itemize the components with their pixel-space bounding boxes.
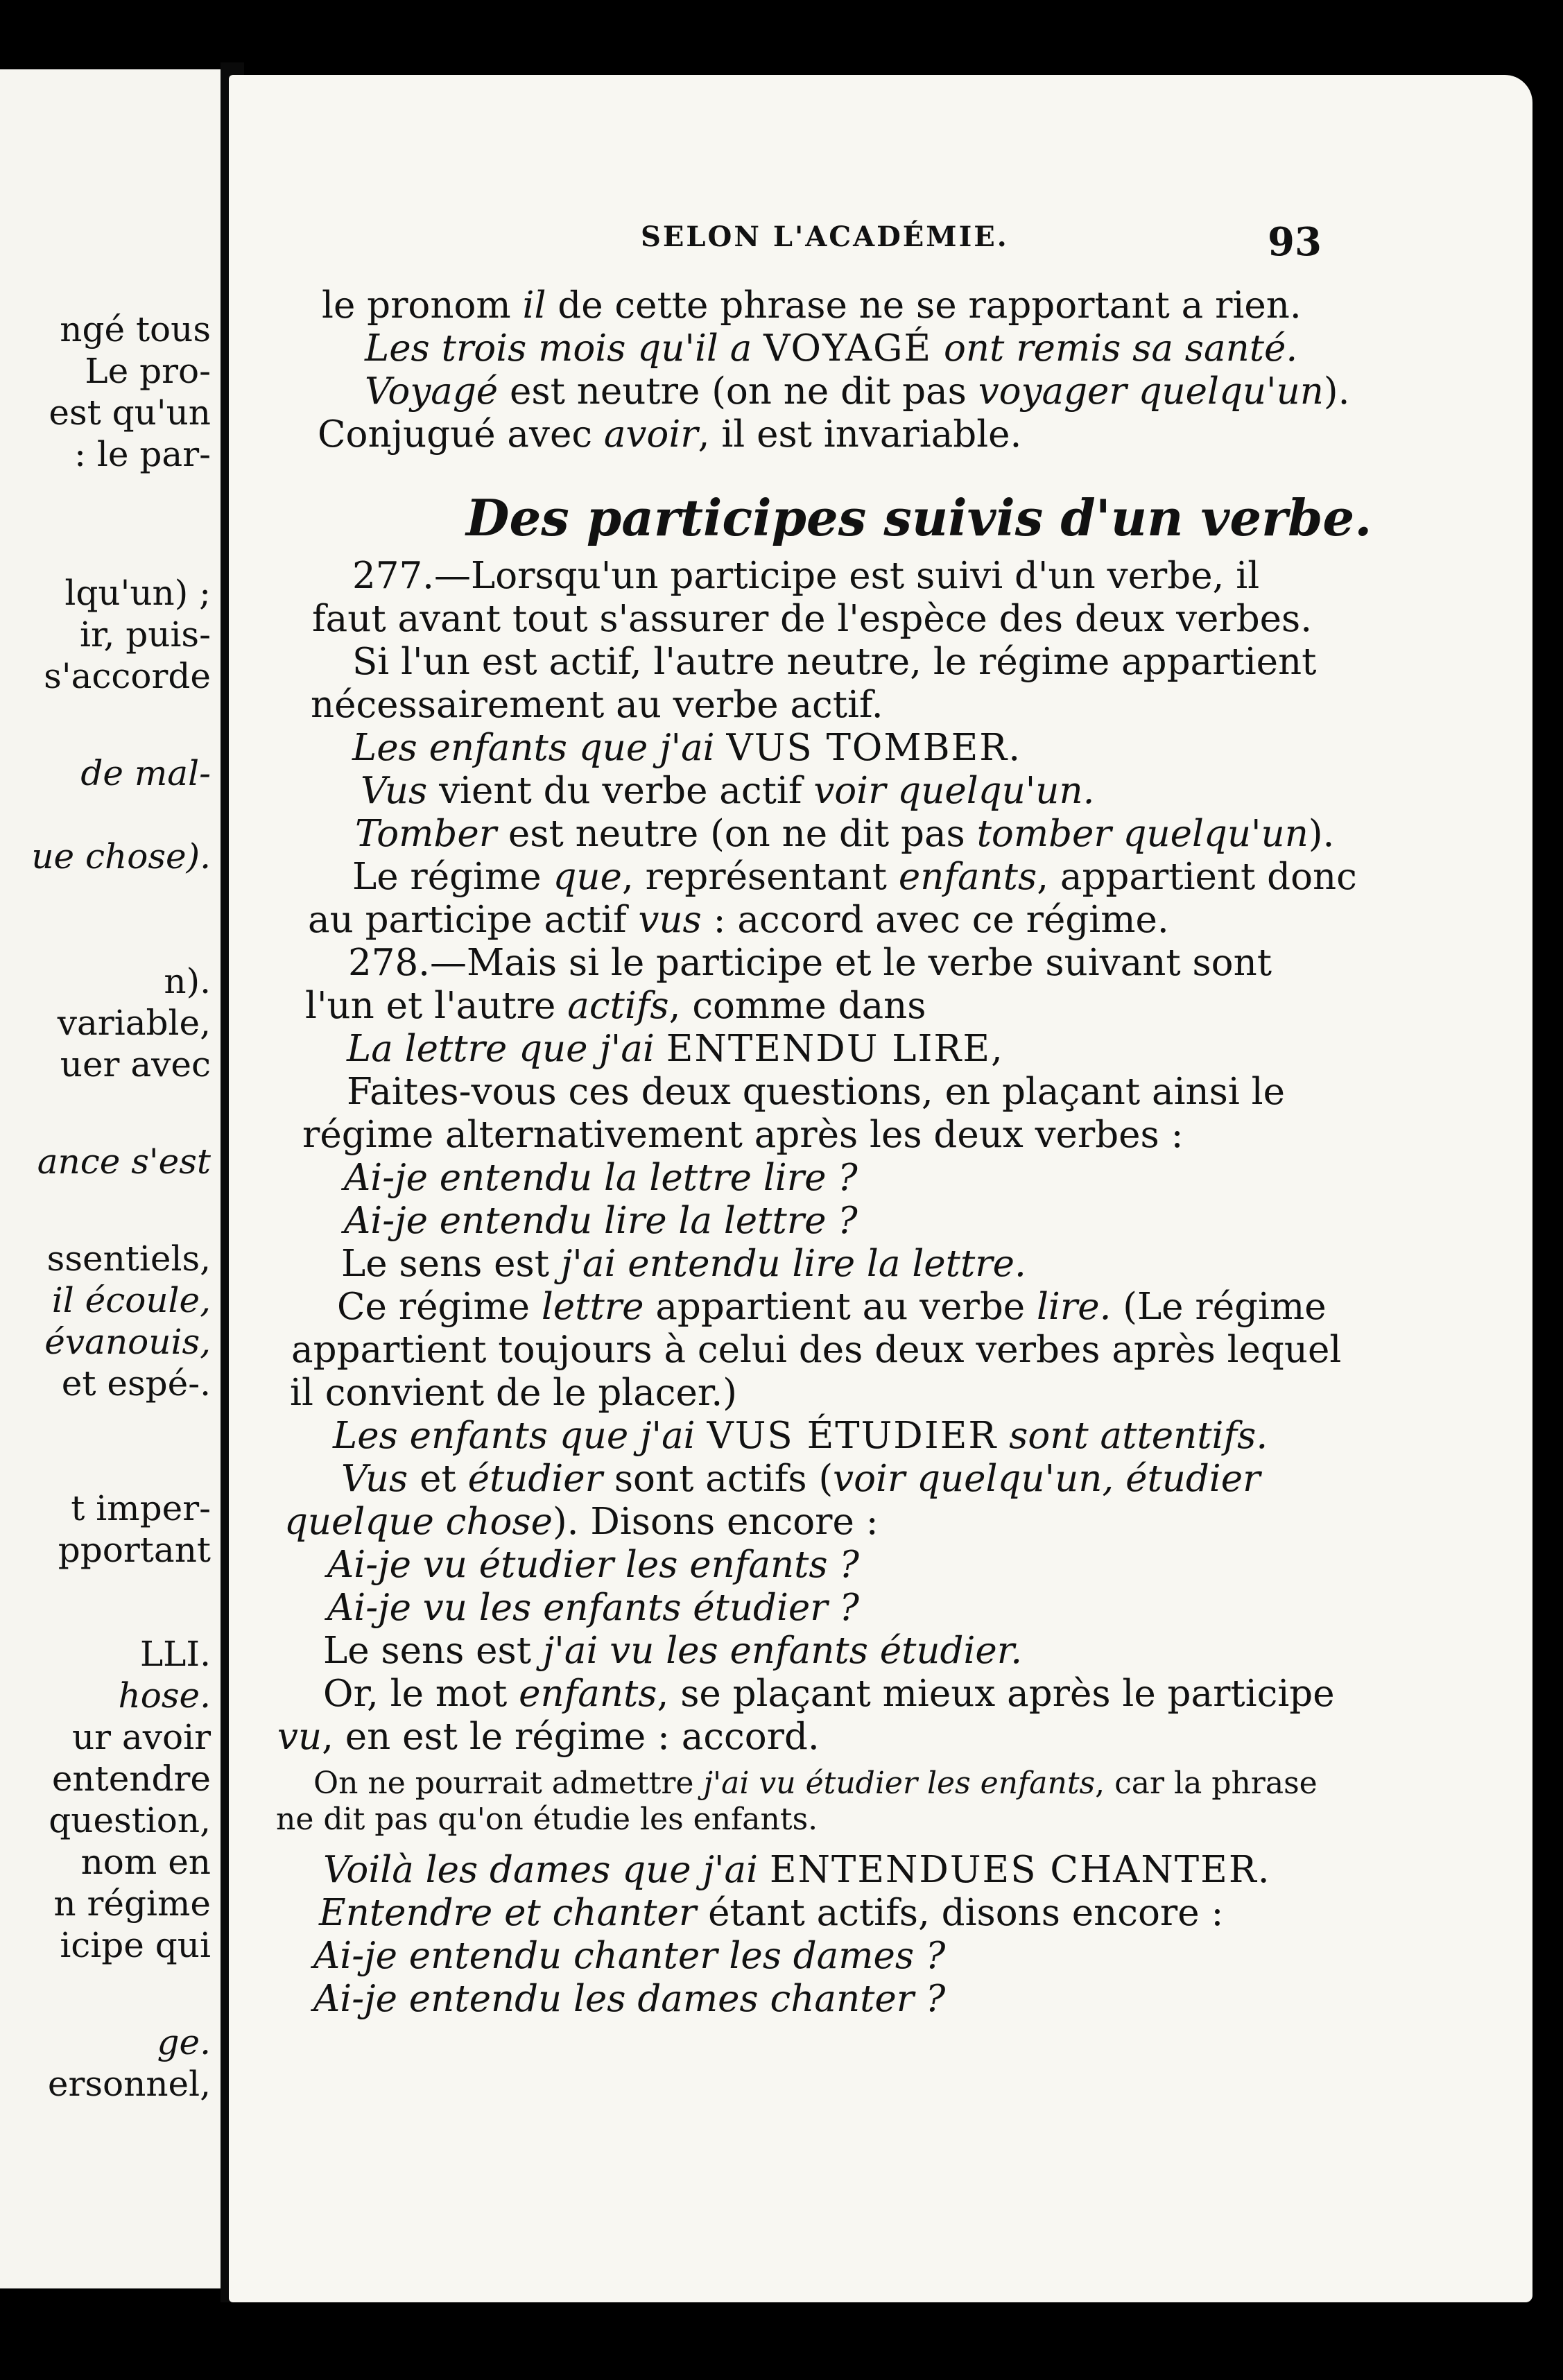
left-page-text-fragment: lqu'un) ; [64, 573, 211, 613]
text-line: le pronom il de cette phrase ne se rapportant a rien. [322, 284, 1302, 327]
example-line: Ai-je entendu la lettre lire ? [344, 1157, 858, 1199]
example-line: La lettre que j'ai ENTENDU LIRE, [347, 1028, 1004, 1070]
text-line: faut avant tout s'assurer de l'espèce des deux verbes. [312, 598, 1313, 640]
left-page-text-fragment: nom en [80, 1842, 211, 1882]
left-page-text-fragment: variable, [57, 1003, 211, 1043]
left-page-text-fragment: n régime [53, 1883, 211, 1924]
text-line: Le régime que, représentant enfants, appartient donc [352, 856, 1357, 898]
text-line: Si l'un est actif, l'autre neutre, le régime appartient [352, 641, 1317, 683]
example-line: Voilà les dames que j'ai ENTENDUES CHANTER. [323, 1849, 1271, 1891]
example-line: Ai-je vu les enfants étudier ? [327, 1587, 859, 1629]
left-page-text-fragment: icipe qui [60, 1925, 211, 1965]
left-page-text-fragment: hose. [118, 1675, 211, 1716]
note-line: ne dit pas qu'on étudie les enfants. [276, 1802, 818, 1837]
note-line: On ne pourrait admettre j'ai vu étudier les enfants, car la phrase [313, 1766, 1318, 1801]
text-line: Vus vient du verbe actif voir quelqu'un. [361, 770, 1095, 812]
text-line: Le sens est j'ai vu les enfants étudier. [323, 1630, 1023, 1672]
running-title: SELON L'ACADÉMIE. [641, 221, 1009, 253]
left-page-text-fragment: ur avoir [71, 1717, 211, 1757]
page-number: 93 [1268, 219, 1322, 265]
left-page-text-fragment: ue chose). [31, 836, 211, 877]
text-line: 278.—Mais si le participe et le verbe suivant sont [348, 942, 1272, 984]
text-line: Conjugué avec avoir, il est invariable. [318, 413, 1022, 456]
text-line: 277.—Lorsqu'un participe est suivi d'un verbe, il [352, 555, 1260, 597]
text-line: quelque chose). Disons encore : [284, 1501, 879, 1543]
left-page-text-fragment: Le pro- [85, 351, 211, 391]
left-page-text-fragment: de mal- [80, 753, 211, 793]
left-page-text-fragment: entendre [51, 1759, 211, 1799]
text-line: appartient toujours à celui des deux verbes après lequel [291, 1329, 1342, 1371]
text-line: nécessairement au verbe actif. [311, 684, 883, 726]
text-line: Faites-vous ces deux questions, en plaçant ainsi le [347, 1071, 1285, 1113]
example-line: Les trois mois qu'il a VOYAGÉ ont remis sa santé. [365, 327, 1298, 370]
left-page-text-fragment: est qu'un [49, 393, 211, 433]
section-heading: Des participes suivis d'un verbe. [466, 488, 1372, 547]
text-line: Entendre et chanter étant actifs, disons encore : [319, 1892, 1224, 1934]
left-page-text-fragment: LLI. [139, 1634, 211, 1674]
text-line: Voyagé est neutre (on ne dit pas voyager quelqu'un). [365, 370, 1350, 413]
example-line: Ai-je entendu lire la lettre ? [344, 1200, 858, 1242]
left-page-text-fragment: il écoule, [51, 1280, 211, 1320]
example-line: Ai-je entendu chanter les dames ? [313, 1935, 946, 1977]
text-line: Vus et étudier sont actifs (voir quelqu'un, étudier [341, 1458, 1261, 1500]
left-page-text-fragment: évanouis, [44, 1322, 211, 1362]
text-line: il convient de le placer.) [290, 1372, 737, 1414]
example-line: Ai-je entendu les dames chanter ? [313, 1978, 946, 2020]
left-page-text-fragment: et espé-. [61, 1363, 211, 1404]
left-page-text-fragment: pportant [58, 1530, 211, 1570]
example-line: Ai-je vu étudier les enfants ? [327, 1544, 859, 1586]
text-line: l'un et l'autre actifs, comme dans [305, 985, 926, 1027]
text-line: régime alternativement après les deux verbes : [302, 1114, 1184, 1156]
example-line: Les enfants que j'ai VUS TOMBER. [352, 727, 1022, 769]
text-line: Or, le mot enfants, se plaçant mieux après le participe [323, 1673, 1335, 1715]
text-line: au participe actif vus : accord avec ce régime. [308, 899, 1169, 941]
left-page-text-fragment: ngé tous [60, 309, 211, 350]
left-page-text-fragment: ersonnel, [47, 2064, 211, 2104]
left-page-text-fragment: ge. [157, 2022, 211, 2062]
left-page-text-fragment: question, [49, 1800, 211, 1840]
text-line: Tomber est neutre (on ne dit pas tomber quelqu'un). [355, 813, 1335, 855]
left-page-text-fragment: s'accorde [44, 656, 211, 696]
text-line: Ce régime lettre appartient au verbe lire. (Le régime [337, 1286, 1327, 1328]
left-page-text-fragment: ance s'est [37, 1141, 211, 1182]
left-page-text-fragment: t imper- [71, 1488, 211, 1528]
text-line: vu, en est le régime : accord. [277, 1716, 820, 1758]
example-line: Les enfants que j'ai VUS ÉTUDIER sont attentifs. [333, 1415, 1268, 1457]
left-page-text-fragment: ir, puis- [80, 614, 211, 655]
text-line: Le sens est j'ai entendu lire la lettre. [341, 1243, 1026, 1285]
left-page-text-fragment: ssentiels, [46, 1239, 211, 1279]
left-page-text-fragment: uer avec [60, 1044, 211, 1085]
left-page-text-fragment: n). [164, 961, 211, 1001]
left-page-text-fragment: : le par- [74, 434, 211, 474]
